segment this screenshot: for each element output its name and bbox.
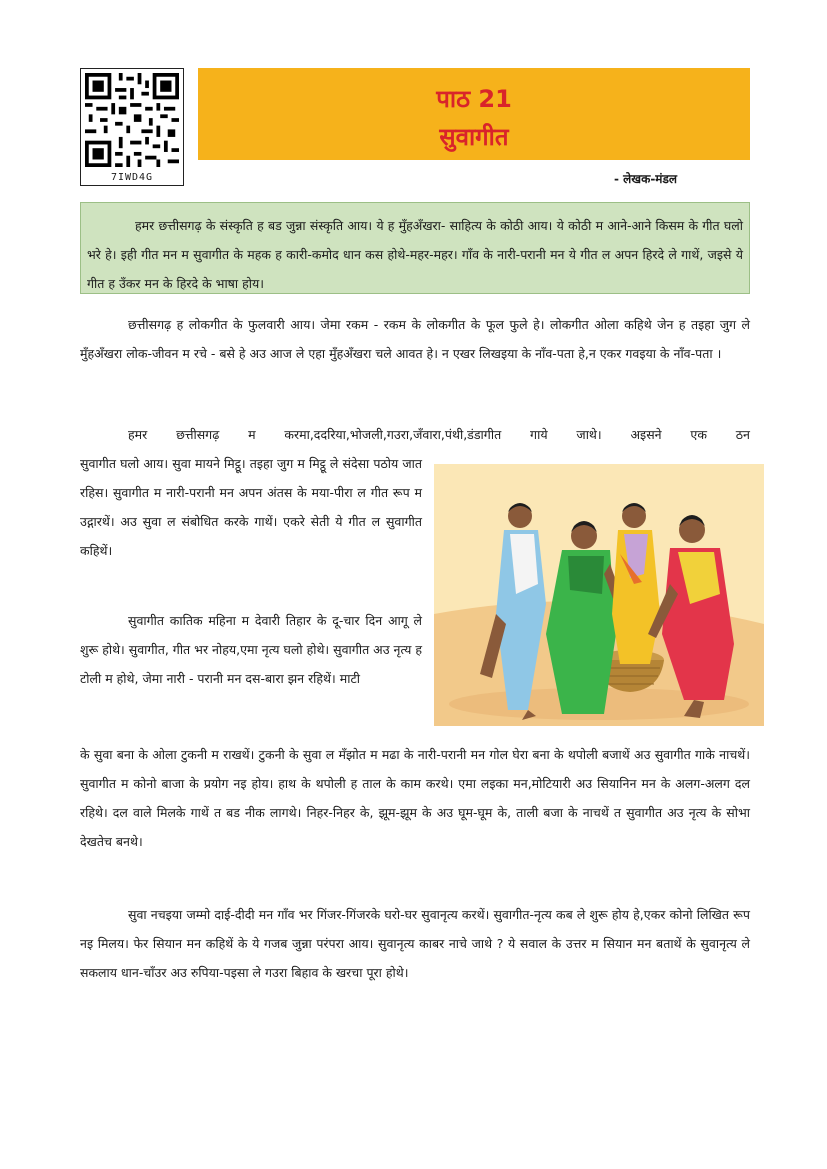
paragraph-1: छत्तीसगढ़ ह लोकगीत के फुलवारी आय। जेमा रकम - रकम के लोकगीत के फूल फुले हे। लोकगीत ओला कहिथे जेन ह तइहा जुग ले मुँहअँखरा लोक-जीवन म रचे - बसे हे अउ आज ले एहा मुँहअँखरा चले आवत हे। न एखर लिखइया के नाँव-पता हे,न एकर गवइया के नाँव-पता । xyxy=(80,317,750,361)
paragraph-2-first-line: हमर छत्तीसगढ़ म करमा,ददरिया,भोजली,गउरा,जँवारा,पंथी,डंडागीत गाये जाथे। अइसने एक ठन xyxy=(128,427,750,442)
intro-box xyxy=(80,202,750,294)
paragraph-2: सुवागीत घलो आय। सुवा मायने मिट्ठू। तइहा जुग म मिट्ठू ले संदेसा पठोय जात रहिस। सुवागीत म नारी-परानी मन अपन अंतस के मया-पीरा ल गीत रूप म उद्गारथें। अउ सुवा ल संबोधित करके गाथें। एकरे सेती ये गीत ल सुवागीत कहिथें। xyxy=(80,456,422,558)
intro-text: हमर छत्तीसगढ़ के संस्कृति ह बड जुन्ना संस्कृति आय। ये ह मुँहअँखरा- साहित्य के कोठी आय। ये कोठी म आने-आने किसम के गीत घलो भरे हे। इही गीत मन म सुवागीत के महक ह कारी-कमोद धान कस होथे-महर-महर। गाँव के नारी-परानी मन ये गीत ल अपन हिरदे ले गाथें, जइसे ये गीत ह उँकर मन के हिरदे के भाषा होय। xyxy=(87,218,743,291)
lesson-number: पाठ 21 xyxy=(436,85,512,113)
paragraph-3-narrow: सुवागीत कातिक महिना म देवारी तिहार के दू-चार दिन आगू ले शुरू होथे। सुवागीत, गीत भर नोहय,एमा नृत्य घलो होथे। सुवागीत अउ नृत्य ह टोली म होथे, जेमा नारी - परानी मन दस-बारा झन रहिथें। माटी xyxy=(80,613,422,686)
dancing-women-illustration xyxy=(434,464,764,726)
qr-code-icon xyxy=(85,73,179,167)
author-credit: - लेखक-मंडल xyxy=(614,172,678,186)
qr-code-box[interactable] xyxy=(80,68,184,186)
paragraph-4: सुवा नचइया जम्मो दाई-दीदी मन गाँव भर गिंजर-गिंजरके घरो-घर सुवानृत्य करथें। सुवागीत-नृत्य कब ले शुरू होय हे,एकर कोनो लिखित रूप नइ मिलय। फेर सियान मन कहिथें के ये गजब जुन्ना परंपरा आय। सुवानृत्य काबर नाचे जाथे ? ये सवाल के उत्तर म सियान मन बताथें के सुवानृत्य ले सकलाय धान-चाँउर अउ रुपिया-पइसा ले गउरा बिहाव के खरचा पूरा होथे। xyxy=(80,907,750,980)
qr-code-label: 7IWD4G xyxy=(110,172,154,183)
lesson-title: सुवागीत xyxy=(439,123,509,151)
paragraph-3: के सुवा बना के ओला टुकनी म राखथें। टुकनी के सुवा ल मँझोत म मढा के नारी-परानी मन गोल घेरा बना के थपोली बजाथें अउ सुवागीत गाके नाचथें। सुवागीत म कोनो बाजा के प्रयोग नइ होय। हाथ के थपोली ह ताल के काम करथे। एमा लइका मन,मोटियारी अउ सियानिन मन के अलग-अलग दल रहिथे। दल वाले मिलके गाथें त बड नीक लागथे। निहर-निहर के, झूम-झूम के अउ घूम-घूम के, ताली बजा के नाचथें त सुवागीत अउ नृत्य के सोभा देखतेच बनथे। xyxy=(80,747,750,849)
title-band xyxy=(198,68,750,160)
